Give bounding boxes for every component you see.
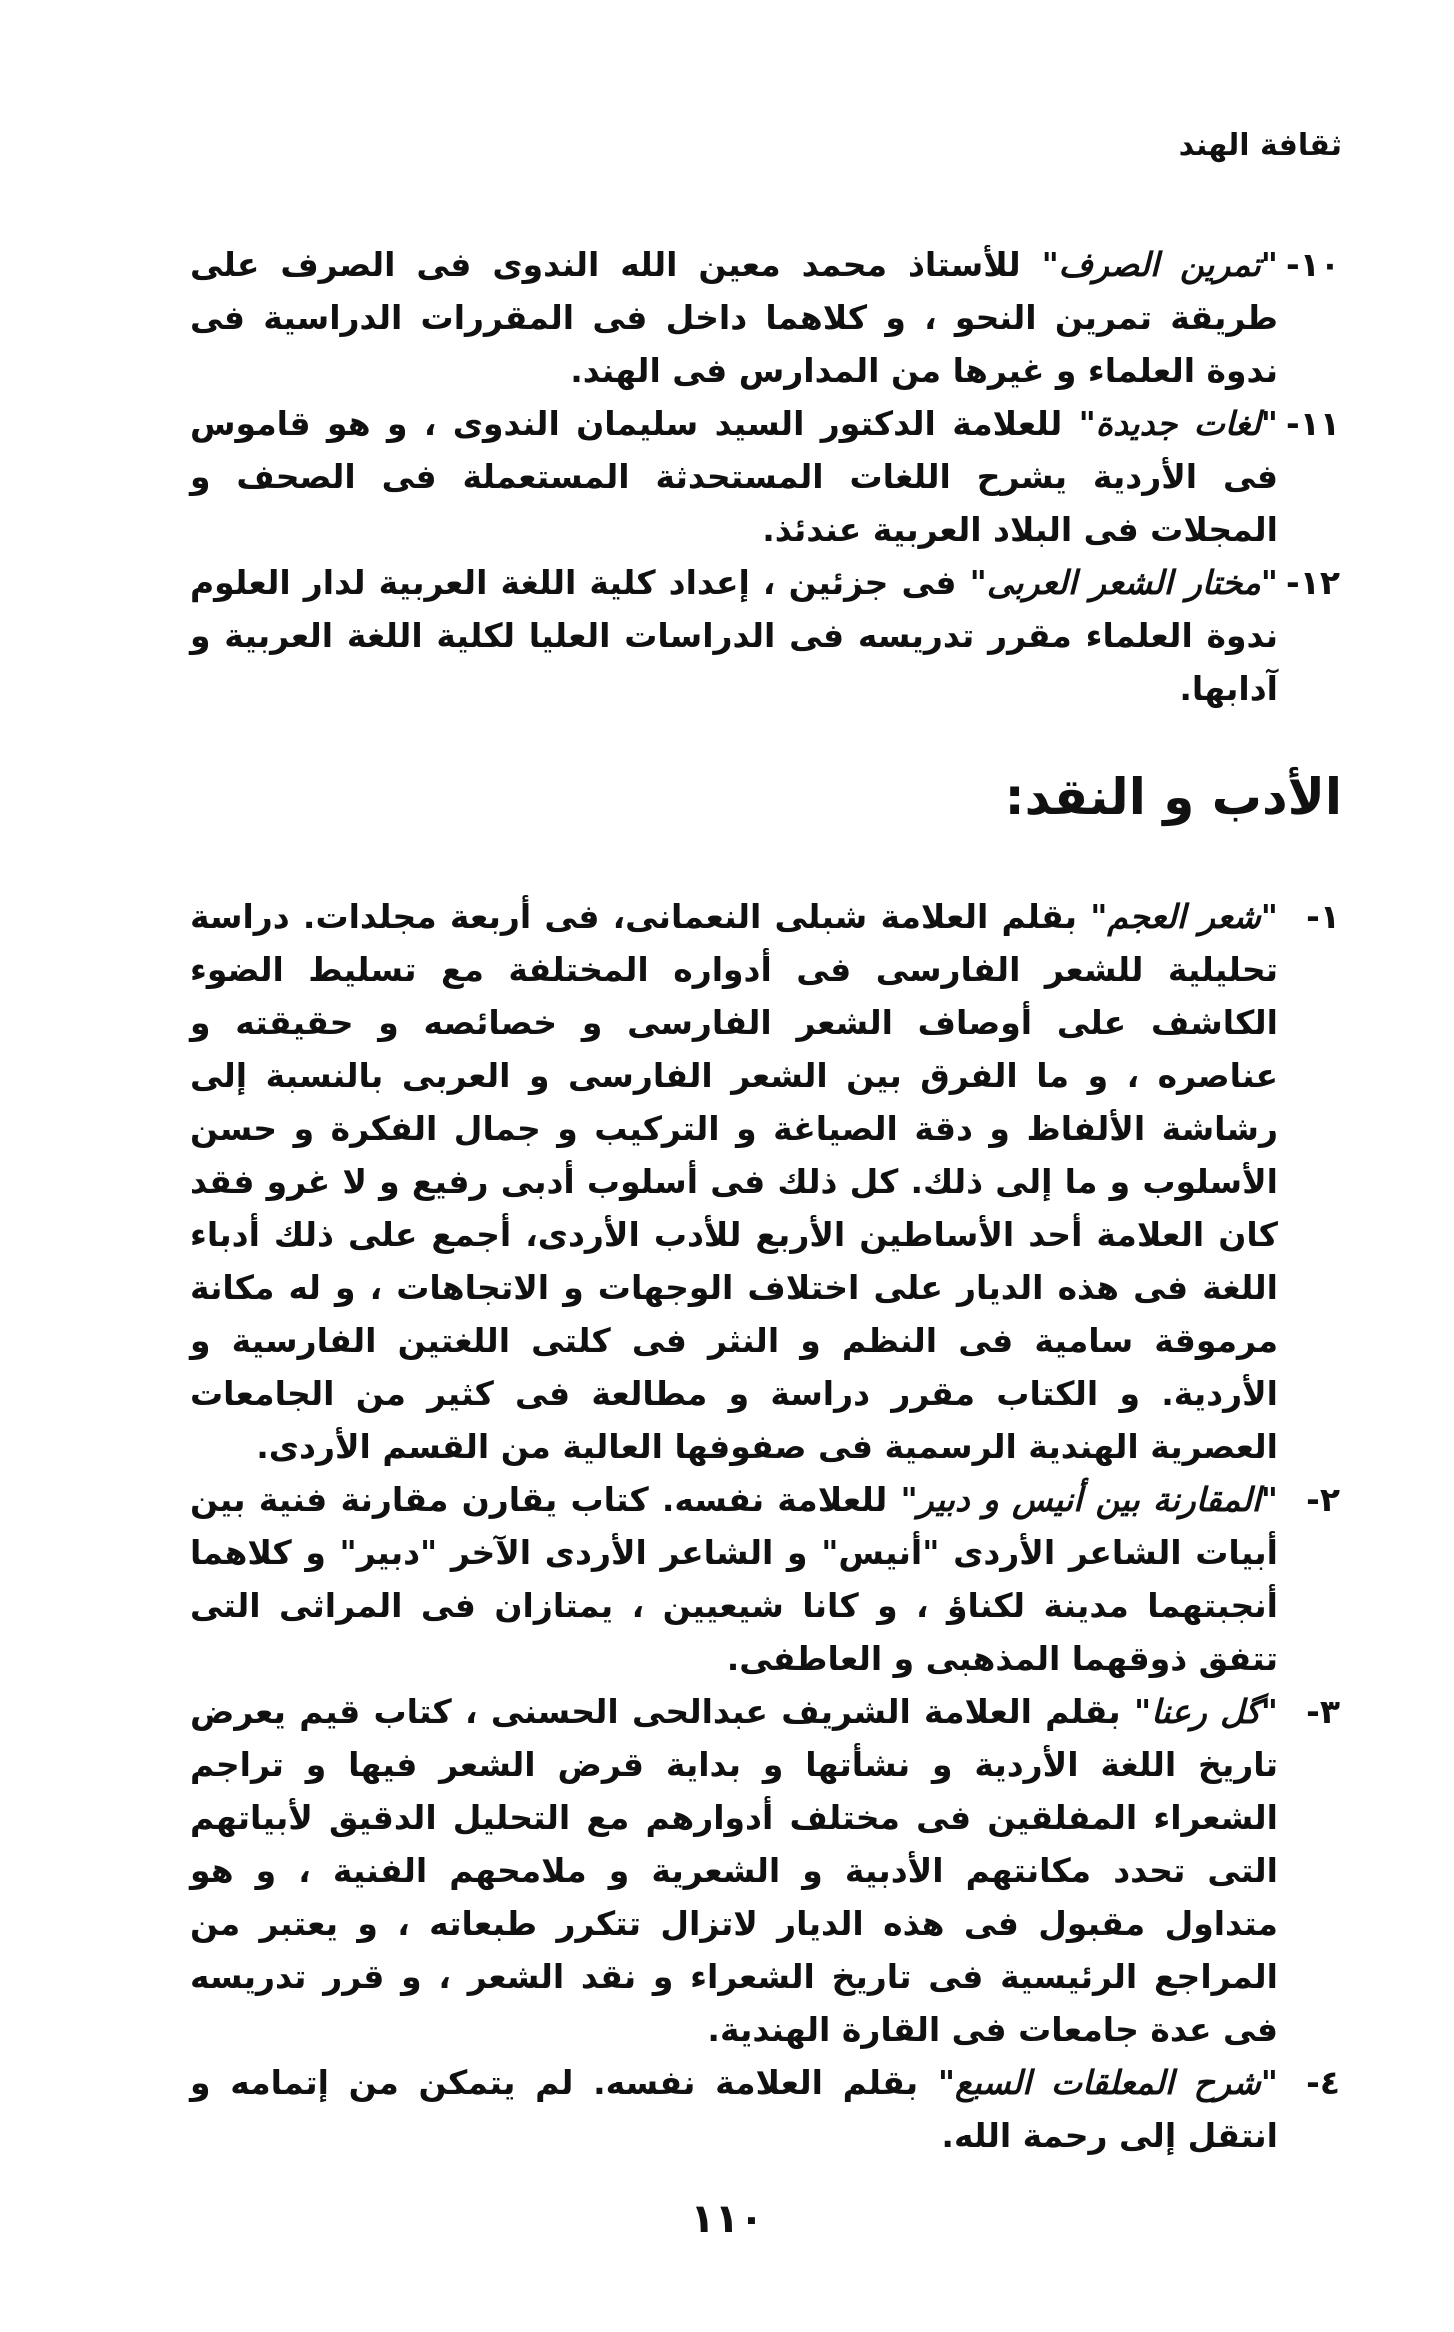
book-title: "المقارنة بين أنيس و دبير"	[900, 1480, 1278, 1519]
item-number: ١-	[1306, 897, 1340, 936]
list-item	[190, 238, 1340, 397]
list-section-2	[190, 890, 1340, 2162]
book-title: "مختار الشعر العربى"	[969, 563, 1278, 602]
list-item	[190, 556, 1340, 715]
list-item	[190, 2056, 1340, 2162]
book-title: "گل رعنا"	[1133, 1692, 1278, 1731]
item-description: بقلم العلامة الشريف عبدالحى الحسنى ، كتاب قيم يعرض تاريخ اللغة الأردية و نشأتها و بداية قرض الشعر فيها و تراجم الشعراء المفلقين فى مختلف أدوارهم مع التحليل الدقيق لأبياتهم التى تحدد مكانتهم الأدبية و الشعرية و ملامحهم الفنية ، و هو متداول مقبول فى هذه الديار لاتزال تتكرر طبعاته ، و يعتبر من المراجع الرئيسية فى تاريخ الشعراء و نقد الشعر ، و قرر تدريسه فى عدة جامعات فى القارة الهندية.	[190, 1692, 1278, 2049]
item-number: ٢-	[1306, 1480, 1340, 1519]
section-heading: الأدب و النقد:	[1004, 768, 1342, 826]
item-description: بقلم العلامة نفسه. لم يتمكن من إتمامه و انتقل إلى رحمة الله.	[190, 2063, 1278, 2155]
running-title: ثقافة الهند	[1178, 128, 1342, 163]
item-number: ٣-	[1306, 1692, 1340, 1731]
item-number: ١٠-	[1286, 245, 1340, 284]
book-title: "تمرين الصرف"	[1041, 245, 1278, 284]
page-number: ١١٠	[690, 2196, 764, 2242]
list-section-1	[190, 238, 1340, 715]
item-description: للعلامة نفسه. كتاب يقارن مقارنة فنية بين أبيات الشاعر الأردى "أنيس" و الشاعر الأردى الآخر "دبير" و كلاهما أنجبتهما مدينة لكناؤ ، و كانا شيعيين ، يمتازان فى المراثى التى تتفق ذوقهما المذهبى و العاطفى.	[190, 1480, 1278, 1678]
list-item	[190, 1685, 1340, 2056]
item-description: للأستاذ محمد معين الله الندوى فى الصرف على طريقة تمرين النحو ، و كلاهما داخل فى المقررات الدراسية فى ندوة العلماء و غيرها من المدارس فى الهند.	[190, 245, 1278, 390]
item-description: بقلم العلامة شبلى النعمانى، فى أربعة مجلدات. دراسة تحليلية للشعر الفارسى فى أدواره المختلفة مع تسليط الضوء الكاشف على أوصاف الشعر الفارسى و خصائصه و حقيقته و عناصره ، و ما الفرق بين الشعر الفارسى و العربى بالنسبة إلى رشاشة الألفاظ و دقة الصياغة و التركيب و جمال الفكرة و حسن الأسلوب و ما إلى ذلك. كل ذلك فى أسلوب أدبى رفيع و لا غرو فقد كان العلامة أحد الأساطين الأربع للأدب الأردى، أجمع على ذلك أدباء اللغة فى هذه الديار على اختلاف الوجهات و الاتجاهات ، و له مكانة مرموقة سامية فى النظم و النثر فى كلتى اللغتين الفارسية و الأردية. و الكتاب مقرر دراسة و مطالعة فى كثير من الجامعات العصرية الهندية الرسمية فى صفوفها العالية من القسم الأردى.	[190, 897, 1278, 1466]
item-description: للعلامة الدكتور السيد سليمان الندوى ، و هو قاموس فى الأردية يشرح اللغات المستحدثة المستعملة فى الصحف و المجلات فى البلاد العربية عندئذ.	[190, 404, 1278, 549]
list-item	[190, 397, 1340, 556]
item-number: ١٢-	[1286, 563, 1340, 602]
book-title: "شرح المعلقات السبع"	[937, 2063, 1279, 2102]
list-item	[190, 1473, 1340, 1685]
item-number: ١١-	[1286, 404, 1340, 443]
book-title: "شعر العجم"	[1090, 897, 1278, 936]
list-item	[190, 890, 1340, 1473]
item-number: ٤-	[1306, 2063, 1340, 2102]
book-title: "لغات جديدة"	[1078, 404, 1278, 443]
item-description: فى جزئين ، إعداد كلية اللغة العربية لدار العلوم ندوة العلماء مقرر تدريسه فى الدراسات العليا لكلية اللغة العربية و آدابها.	[190, 563, 1278, 708]
